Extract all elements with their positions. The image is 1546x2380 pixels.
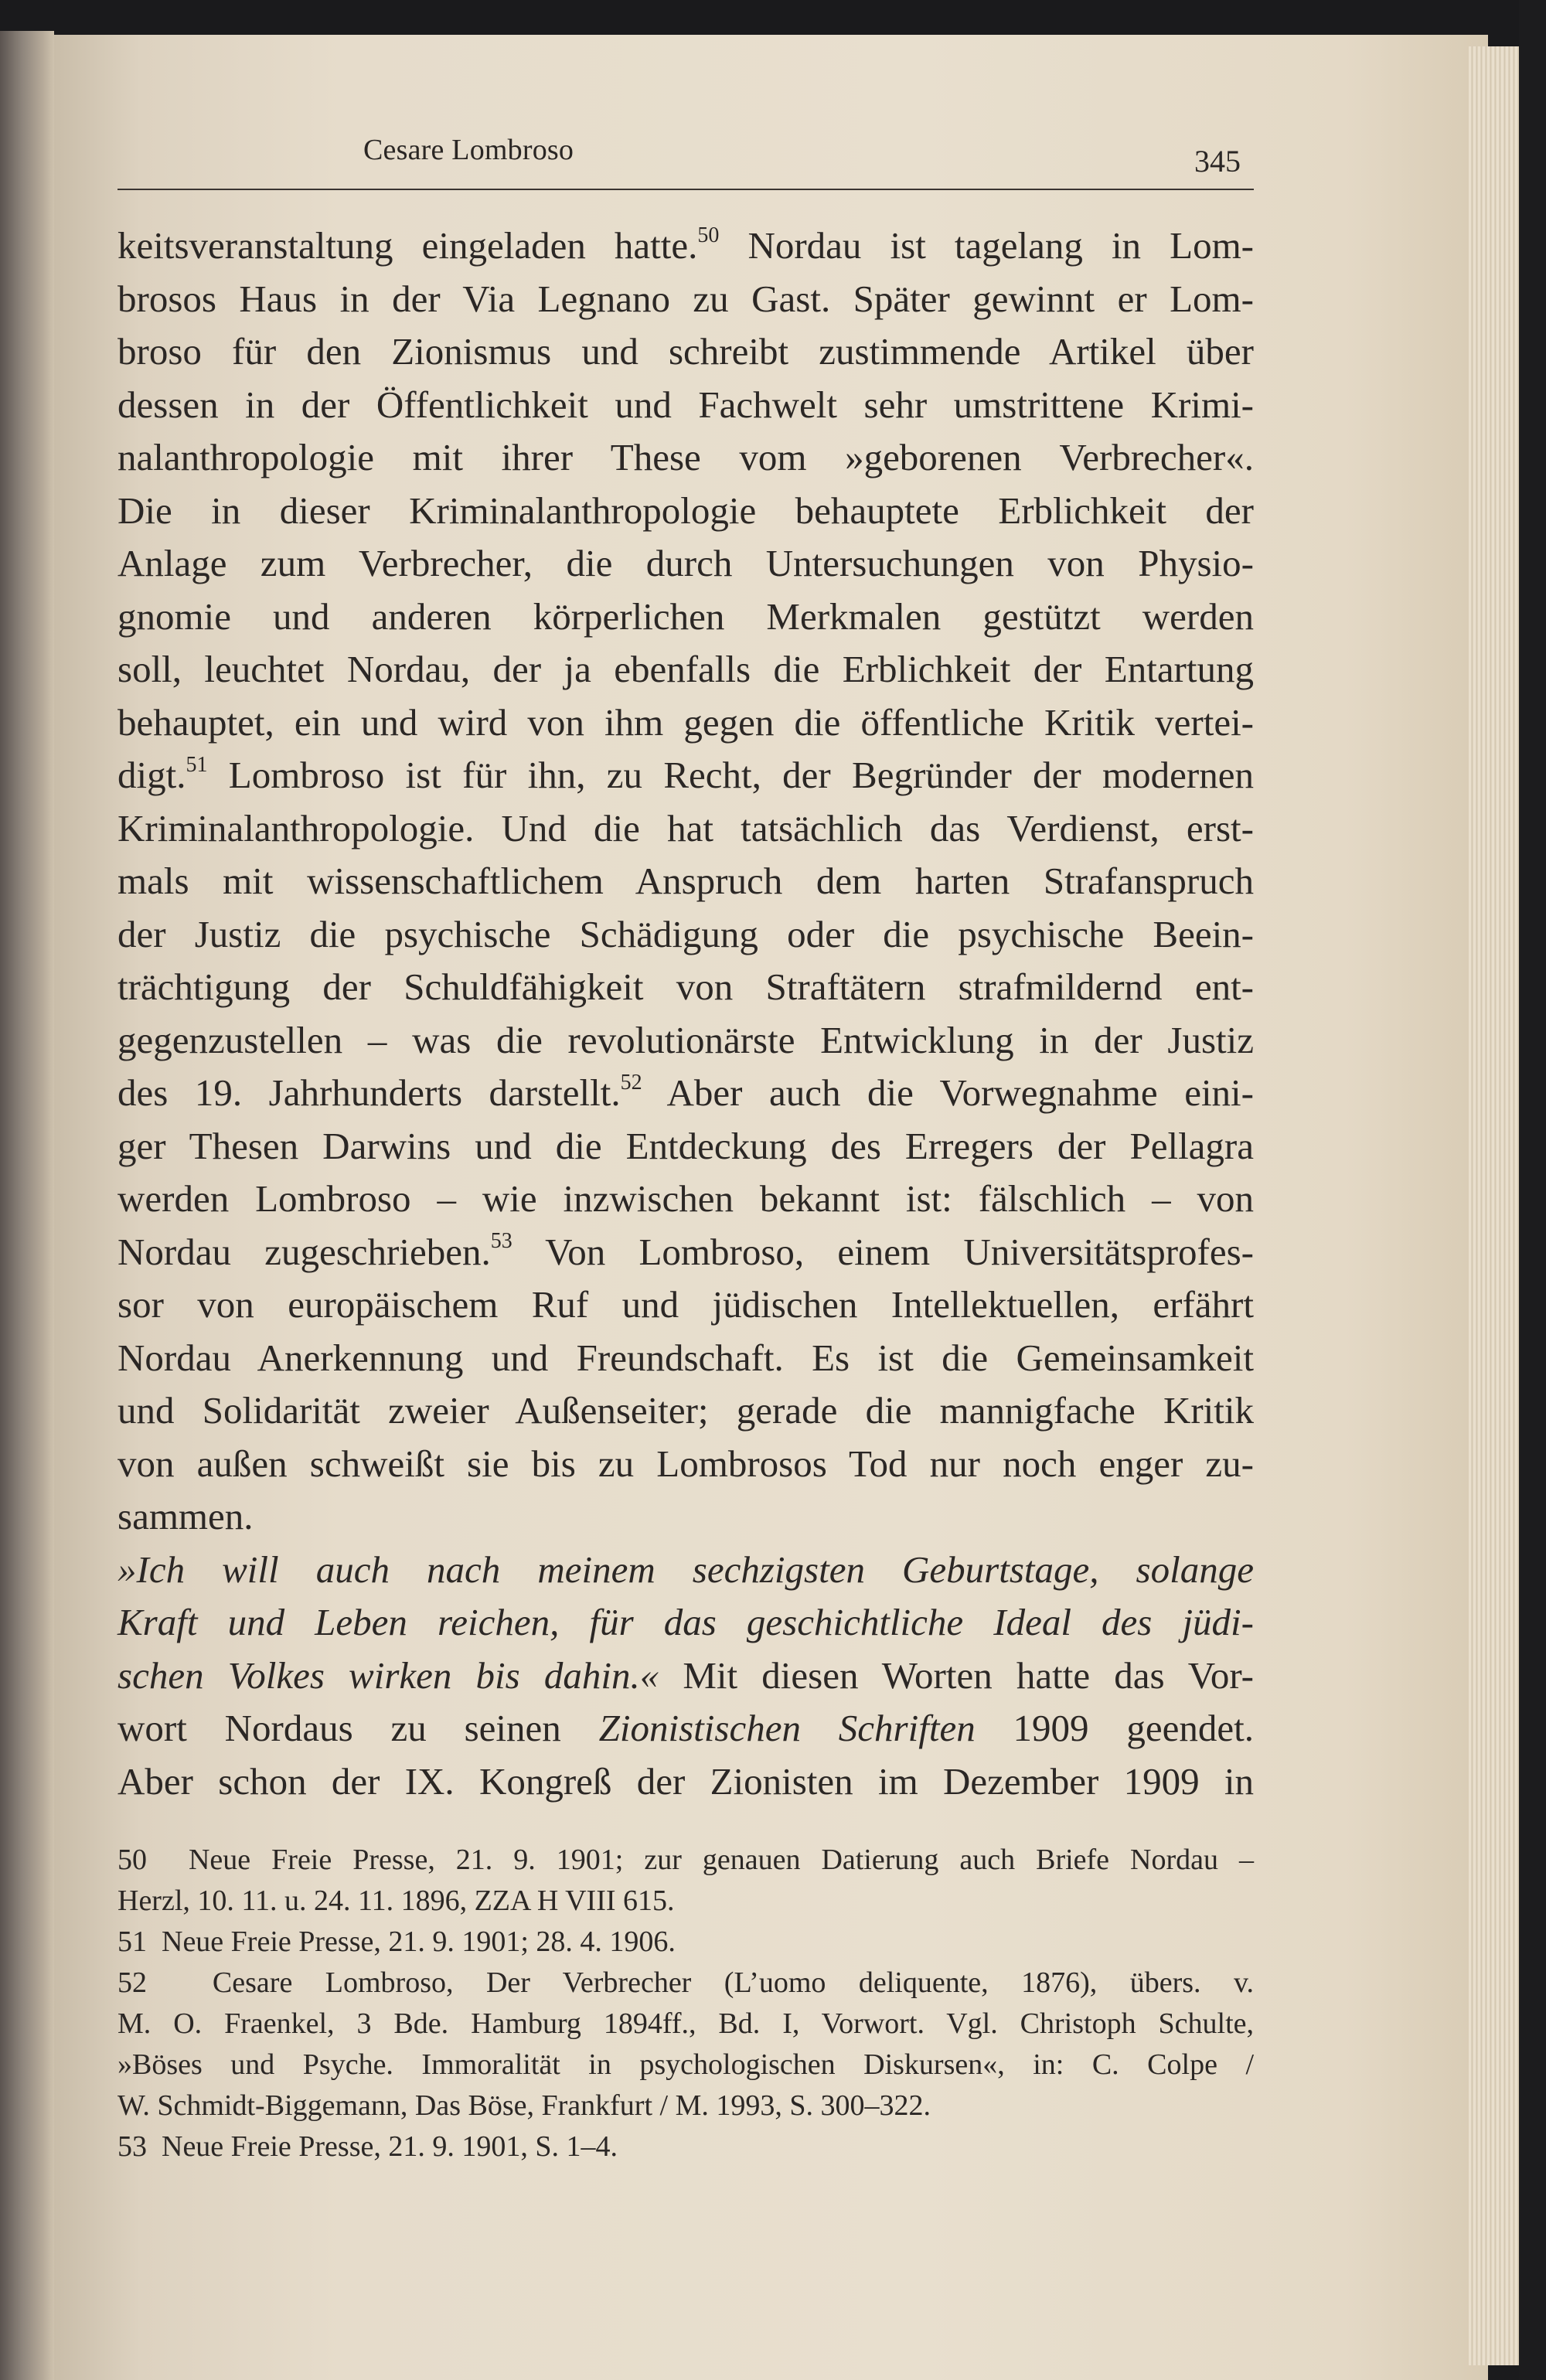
footnote-line: Herzl, 10. 11. u. 24. 11. 1896, ZZA H VIII 615.	[117, 1885, 675, 1917]
header-rule	[117, 189, 1254, 190]
page-stack-edge	[1469, 46, 1523, 2365]
body-line: Aber schon der IX. Kongreß der Zionisten im Dezember 1909 in	[117, 1759, 1254, 1803]
footnote-ref[interactable]: 51	[186, 752, 208, 777]
body-line: keitsveranstaltung eingeladen hatte.$^{50}$ Nordau ist tagelang in Lom-	[117, 223, 1255, 267]
body-line: wort Nordaus zu seinen Zionistischen Schriften 1909 geendet.	[117, 1707, 1255, 1749]
body-line: mals mit wissenschaftlichem Anspruch dem harten Strafanspruch	[117, 860, 1254, 902]
body-line: gegenzustellen – was die revolutionärste Entwicklung in der Justiz	[117, 1018, 1254, 1061]
quote-line: »Ich will auch nach meinem sechzigsten Geburtstage, solange	[117, 1548, 1254, 1591]
body-line: behauptet, ein und wird von ihm gegen die öffentliche Kritik vertei-	[117, 700, 1254, 744]
body-line: sammen.	[117, 1495, 254, 1537]
body-line: Kriminalanthropologie. Und die hat tatsächlich das Verdienst, erst-	[117, 806, 1254, 850]
body-line: Nordau Anerkennung und Freundschaft. Es ist die Gemeinsamkeit	[117, 1336, 1254, 1379]
footnote-ref[interactable]: 50	[697, 223, 720, 247]
body-line: des 19. Jahrhunderts darstellt.$^{52}$ Aber auch die Vorwegnahme eini-	[117, 1070, 1254, 1114]
body-line: brosos Haus in der Via Legnano zu Gast. Später gewinnt er Lom-	[117, 277, 1254, 320]
footnote-ref[interactable]: 52	[620, 1070, 642, 1095]
body-line: ger Thesen Darwins und die Entdeckung des Erregers der Pellagra	[117, 1124, 1254, 1167]
body-line: soll, leuchtet Nordau, der ja ebenfalls die Erblichkeit der Entartung	[117, 648, 1254, 690]
footnote-line: »Böses und Psyche. Immoralität in psychologischen Diskursen«, in: C. Colpe /	[117, 2048, 1254, 2081]
footnote-line: M. O. Fraenkel, 3 Bde. Hamburg 1894ff., Bd. I, Vorwort. Vgl. Christoph Schulte,	[117, 2007, 1254, 2040]
body-text	[117, 220, 1254, 1808]
body-line: der Justiz die psychische Schädigung oder die psychische Beein-	[117, 912, 1254, 955]
footnote-line: W. Schmidt-Biggemann, Das Böse, Frankfurt / M. 1993, S. 300–322.	[117, 2089, 931, 2122]
body-line: nalanthropologie mit ihrer These vom »geborenen Verbrecher«.	[117, 436, 1254, 478]
body-line: gnomie und anderen körperlichen Merkmalen gestützt werden	[117, 594, 1254, 638]
body-line: trächtigung der Schuldfähigkeit von Straftätern strafmildernd ent-	[117, 965, 1254, 1008]
body-line: dessen in der Öffentlichkeit und Fachwelt sehr umstrittene Krimi-	[117, 383, 1254, 426]
body-line: und Solidarität zweier Außenseiter; gerade die mannigfache Kritik	[117, 1389, 1254, 1432]
body-line: digt.$^{51}$ Lombroso ist für ihn, zu Recht, der Begründer der modernen	[117, 752, 1254, 796]
body-line: broso für den Zionismus und schreibt zustimmende Artikel über	[117, 330, 1254, 373]
footnote-51: 51 Neue Freie Presse, 21. 9. 1901; 28. 4. 1906.	[117, 1925, 676, 1958]
page-number: 345	[1194, 144, 1241, 179]
body-line: Nordau zugeschrieben.$^{53}$ Von Lombroso, einem Universitätsprofes-	[117, 1229, 1255, 1273]
footnote-ref[interactable]: 53	[490, 1229, 512, 1254]
body-line: sor von europäischem Ruf und jüdischen Intellektuellen, erfährt	[117, 1283, 1254, 1326]
body-line: von außen schweißt sie bis zu Lombrosos Tod nur noch enger zu-	[117, 1442, 1254, 1485]
book-title: Zionistischen Schriften	[598, 1707, 976, 1749]
scanner-background-right	[1519, 0, 1546, 2380]
footnote-53: 53 Neue Freie Presse, 21. 9. 1901, S. 1–4.	[117, 2130, 618, 2163]
body-line: schen Volkes wirken bis dahin.« Mit diesen Worten hatte das Vor-	[117, 1653, 1254, 1697]
footnotes	[117, 1840, 1254, 2167]
running-head: Cesare Lombroso	[363, 134, 574, 166]
body-line: werden Lombroso – wie inzwischen bekannt ist: fälschlich – von	[117, 1177, 1254, 1220]
body-line: Anlage zum Verbrecher, die durch Untersuchungen von Physio-	[117, 542, 1254, 584]
body-line: Die in dieser Kriminalanthropologie behauptete Erblichkeit der	[117, 489, 1254, 532]
footnote-50: 50 Neue Freie Presse, 21. 9. 1901; zur genauen Datierung auch Briefe Nordau –	[117, 1844, 1254, 1876]
footnote-52: 52 Cesare Lombroso, Der Verbrecher (L’uomo deliquente, 1876), übers. v.	[117, 1966, 1254, 1999]
left-page-edge	[0, 31, 54, 2380]
quote-line: Kraft und Leben reichen, für das geschichtliche Ideal des jüdi-	[117, 1601, 1254, 1643]
